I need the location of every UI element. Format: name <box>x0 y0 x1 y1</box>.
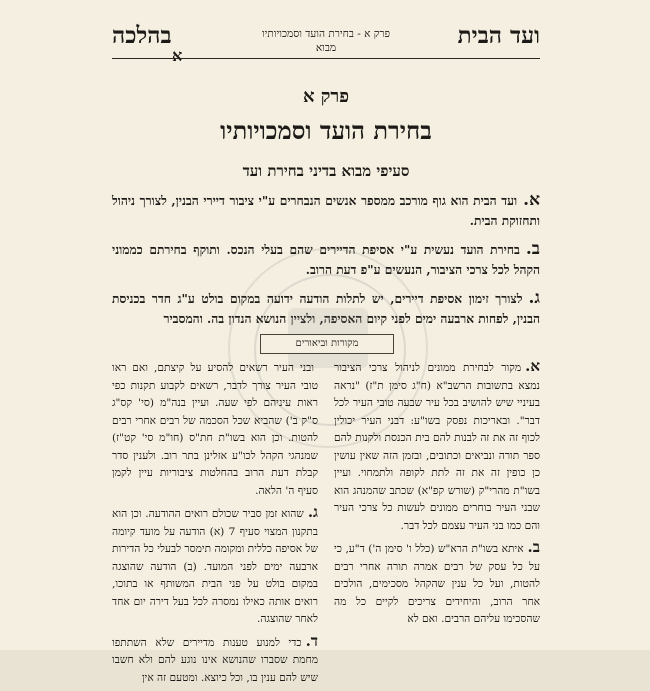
page-letter: א <box>172 46 183 65</box>
running-title-right: ועד הבית <box>457 22 540 49</box>
source-note <box>112 633 318 688</box>
note-text: שהוא זמן סביר שכולם רואים ההודעה. וכן הוא בתקנון המצוי סעיף 7 (א) הודעה על מועד קיומה של אסיפה כללית ומקומה תימסר לבעלי כל הדירות ארבעה ימים לפני המועד. (ב) הודעה שהוצגה במקום בולט על פני הבית המשותף או בתוכו, רואים אותה כאילו נמסרה לכל בעל דירה יום אחד לאחר שהוצגה. <box>112 508 318 625</box>
source-note <box>334 358 540 535</box>
paragraph-letter: א. <box>523 190 540 210</box>
running-header <box>112 22 540 70</box>
note-text: ובני העיר רשאים להסיע על קיצתם, ואם ראו טובי העיר צורך לדבר, רשאים לקבוע תקנות כפי ראות עיניהם לפי שעה. ועיין בנה"מ (סי' קס"ג ס"ק ב') שהביא שכל הסכמה של רבים אחרי רבים להטות. וכן הוא בשו"ת חת"ס (חו"מ סי' קט"ז) שמנהגי הקהל לכו"ע אזלינן בתר רוב. ולענין סדר קבלת דעת הרוב בהחלטות ציבוריות עיין לקמן סעיף ה' הלאה. <box>112 362 318 497</box>
intro-paragraph <box>112 190 540 231</box>
running-subtitle-line1: פרק א - בחירת הועד וסמכויותיו <box>261 28 391 40</box>
note-text: איתא בשו"ת הרא"ש (כלל ו' סימן ה') ד"ע, כי על כל עסק של רבים אמרה תורה אחרי רבים להטות, ועל כל ענין שהקהל מסכימים, הולכים אחר הרוב, והיחידים צריכים לקיים כל מה שהסכימו עליהם הרבים. ואם לא <box>334 543 540 625</box>
chapter-title: בחירת הועד וסמכויותיו <box>220 116 432 145</box>
source-note <box>334 539 540 629</box>
note-letter: א. <box>525 357 540 375</box>
sources-column-right <box>334 358 540 633</box>
chapter-number: פרק א <box>302 86 350 107</box>
paragraph-letter: ב. <box>525 239 540 259</box>
running-subtitle <box>202 27 450 55</box>
sources-column-left <box>112 358 318 691</box>
paragraph-text: ועד הבית הוא גוף מורכב ממספר אנשים הנבחרים ע"י ציבור דיירי הבנין, לצורך ניהול ותחזוקת הבית. <box>112 194 540 228</box>
running-subtitle-line2: מבוא <box>315 42 337 55</box>
note-letter: ב. <box>527 538 540 556</box>
paragraph-text: לצורך זימון אסיפת דיירים, יש לתלות הודעה ידועה במקום בולט ע"ג חדר בכניסת הבנין, לפחות ארבעה ימים לפני קיום האסיפה, ולציין הנושא הנדון בה. והמסביר <box>112 292 540 326</box>
note-letter: ד. <box>305 631 318 650</box>
source-note <box>112 358 318 500</box>
source-note <box>112 504 318 629</box>
note-text: מקור לבחירת ממונים לניהול צרכי הציבור נמצא בתשובות הרשב"א (ח"ג סימן ת"ז) "נראה בעיניי שיש להושיב בכל עיר שבעה טובי העיר לכל דבר". ובאריכות נפסק בשו"ע: דבני העיר יכולין לכוף זה את זה לבנות להם בית הכנסת ולקנות להם ספר תורה ונביאים וכתובים, ובזמן הזה שאין עושין כן כופין זה את זה לתת לקופה ולתמחוי. ועיין בשו"ת מהרי"ק (שורש קפ"א) שכתב שהמנהג הוא שבני העיר בוחרים ממונים לעשות כל צרכי העיר והם כמו בני העיר עצמם לכל דבר. <box>334 362 540 532</box>
note-letter: ג. <box>307 503 318 521</box>
sources-heading: מקורות וביאורים <box>260 334 394 354</box>
running-title-left: בהלכה <box>112 22 172 49</box>
note-text: כדי למנוע טענות מדיירים שלא השתתפו מחמת שסברו שהנושא אינו נוגע להם ולא חשבו שיש להם ענין בו, וכל כיוצא. ומטעם זה אין <box>112 636 318 684</box>
header-rule <box>112 58 540 59</box>
paragraph-text: בחירת הועד נעשית ע"י אסיפת הדיירים שהם בעלי הנכס. ותוקף בחירתם כממוני הקהל לכל צרכי הציבור, הנעשים ע"פ דעת הרוב. <box>112 243 540 277</box>
intro-heading: סעיפי מבוא בדיני בחירת ועד <box>242 162 410 180</box>
paragraph-letter: ג. <box>528 288 540 308</box>
